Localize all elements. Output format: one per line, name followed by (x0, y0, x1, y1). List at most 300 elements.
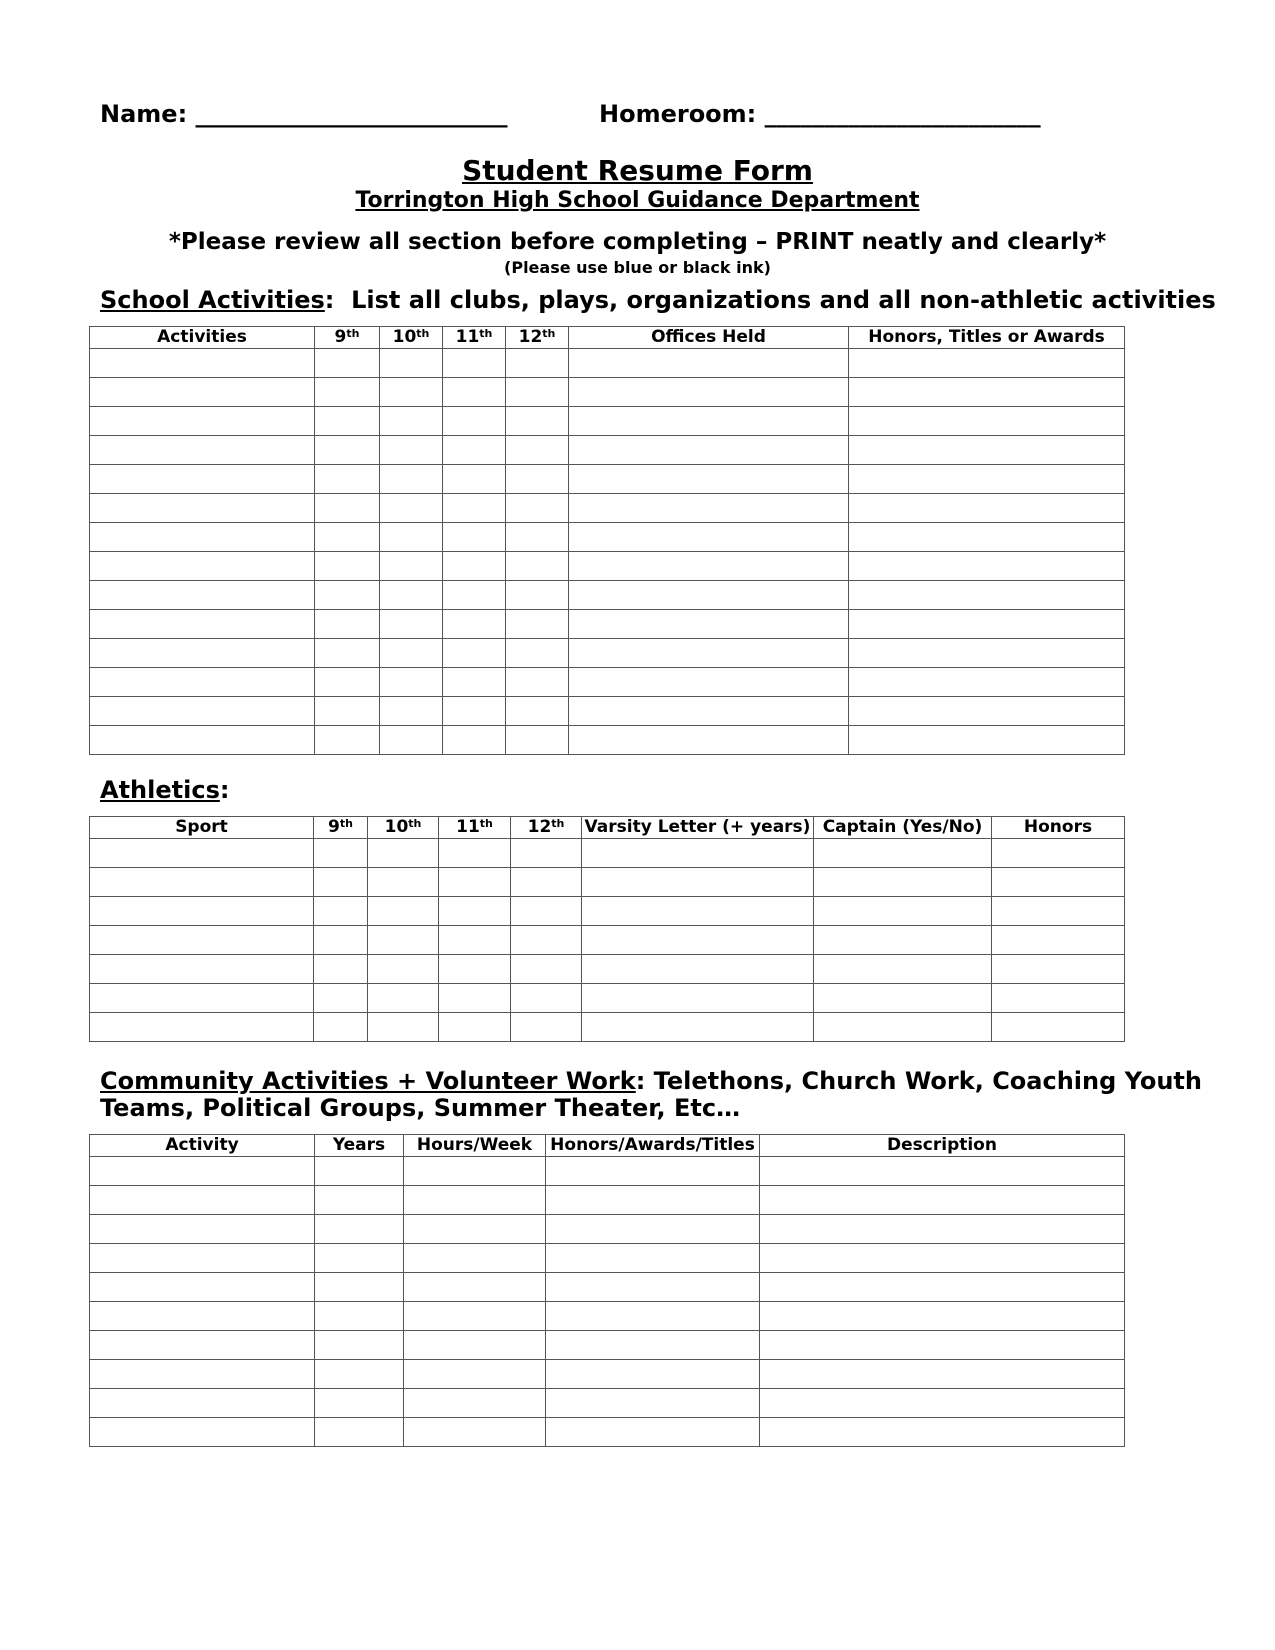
entry-cell[interactable] (760, 1244, 1125, 1273)
entry-cell[interactable] (404, 1273, 546, 1302)
column-header-label: Varsity Letter (+ years) (584, 817, 811, 837)
entry-cell[interactable] (511, 955, 582, 984)
entry-cell[interactable] (569, 726, 849, 755)
table-row (90, 1215, 1125, 1244)
entry-cell[interactable] (90, 926, 314, 955)
entry-cell[interactable] (849, 378, 1125, 407)
column-header (315, 1135, 404, 1157)
entry-cell[interactable] (814, 897, 992, 926)
column-header-label: Description (887, 1135, 997, 1155)
entry-cell[interactable] (546, 1389, 760, 1418)
entry-cell[interactable] (546, 1302, 760, 1331)
entry-cell[interactable] (546, 1186, 760, 1215)
entry-cell[interactable] (506, 639, 569, 668)
table-row (90, 494, 1125, 523)
entry-cell[interactable] (849, 726, 1125, 755)
entry-cell[interactable] (814, 1013, 992, 1042)
column-header (439, 817, 511, 839)
entry-cell[interactable] (90, 839, 314, 868)
entry-cell[interactable] (315, 436, 380, 465)
entry-cell[interactable] (443, 407, 506, 436)
entry-cell[interactable] (404, 1331, 546, 1360)
table-row (90, 1013, 1125, 1042)
entry-cell[interactable] (582, 868, 814, 897)
homeroom-field[interactable]: Homeroom: _______________________ (599, 100, 1041, 128)
column-header-label: Honors, Titles or Awards (868, 327, 1105, 347)
column-header-label: 10 (384, 817, 409, 837)
entry-cell[interactable] (814, 984, 992, 1013)
entry-cell[interactable] (439, 868, 511, 897)
entry-cell[interactable] (814, 868, 992, 897)
entry-cell[interactable] (90, 1418, 315, 1447)
table-row (90, 697, 1125, 726)
entry-cell[interactable] (90, 407, 315, 436)
entry-cell[interactable] (443, 639, 506, 668)
entry-cell[interactable] (90, 1244, 315, 1273)
school-activities-description: : List all clubs, plays, organizations and all non-athletic activities (324, 286, 1216, 314)
entry-cell[interactable] (849, 349, 1125, 378)
column-header-label: Activity (165, 1135, 239, 1155)
entry-cell[interactable] (380, 436, 443, 465)
entry-cell[interactable] (315, 639, 380, 668)
entry-cell[interactable] (90, 1157, 315, 1186)
entry-cell[interactable] (380, 494, 443, 523)
entry-cell[interactable] (90, 697, 315, 726)
table-row (90, 610, 1125, 639)
entry-cell[interactable] (315, 697, 380, 726)
entry-cell[interactable] (314, 897, 368, 926)
entry-cell[interactable] (380, 552, 443, 581)
entry-cell[interactable] (506, 436, 569, 465)
table-row (90, 523, 1125, 552)
entry-cell[interactable] (314, 839, 368, 868)
entry-cell[interactable] (569, 697, 849, 726)
column-header-label: Honors (1023, 817, 1093, 837)
entry-cell[interactable] (315, 465, 380, 494)
entry-cell[interactable] (315, 726, 380, 755)
column-header (511, 817, 582, 839)
entry-cell[interactable] (849, 436, 1125, 465)
entry-cell[interactable] (443, 349, 506, 378)
athletics-title: Athletics (100, 776, 220, 804)
community-table (89, 1134, 1125, 1447)
column-header (380, 327, 443, 349)
table-row (90, 1418, 1125, 1447)
entry-cell[interactable] (380, 639, 443, 668)
entry-cell[interactable] (315, 1215, 404, 1244)
table-row (90, 465, 1125, 494)
entry-cell[interactable] (90, 581, 315, 610)
column-header (314, 817, 368, 839)
entry-cell[interactable] (569, 407, 849, 436)
table-row (90, 1273, 1125, 1302)
entry-cell[interactable] (760, 1331, 1125, 1360)
entry-cell[interactable] (90, 465, 315, 494)
column-header (90, 327, 315, 349)
entry-cell[interactable] (582, 984, 814, 1013)
entry-cell[interactable] (315, 668, 380, 697)
entry-cell[interactable] (380, 610, 443, 639)
entry-cell[interactable] (546, 1215, 760, 1244)
column-header (315, 327, 380, 349)
entry-cell[interactable] (506, 726, 569, 755)
entry-cell[interactable] (849, 581, 1125, 610)
entry-cell[interactable] (511, 839, 582, 868)
entry-cell[interactable] (992, 955, 1125, 984)
entry-cell[interactable] (814, 955, 992, 984)
entry-cell[interactable] (569, 581, 849, 610)
ordinal-suffix: th (542, 327, 556, 340)
entry-cell[interactable] (582, 955, 814, 984)
entry-cell[interactable] (849, 610, 1125, 639)
instruction-text: *Please review all section before completing – PRINT neatly and clearly* (168, 229, 1107, 255)
entry-cell[interactable] (404, 1418, 546, 1447)
entry-cell[interactable] (760, 1418, 1125, 1447)
entry-cell[interactable] (314, 955, 368, 984)
entry-cell[interactable] (90, 868, 314, 897)
table-row (90, 407, 1125, 436)
entry-cell[interactable] (992, 926, 1125, 955)
table-row (90, 868, 1125, 897)
entry-cell[interactable] (511, 868, 582, 897)
entry-cell[interactable] (849, 465, 1125, 494)
column-header (90, 817, 314, 839)
table-row (90, 1186, 1125, 1215)
entry-cell[interactable] (90, 1186, 315, 1215)
entry-cell[interactable] (439, 955, 511, 984)
entry-cell[interactable] (90, 610, 315, 639)
entry-cell[interactable] (315, 1157, 404, 1186)
entry-cell[interactable] (506, 552, 569, 581)
entry-cell[interactable] (90, 552, 315, 581)
entry-cell[interactable] (315, 1244, 404, 1273)
entry-cell[interactable] (404, 1157, 546, 1186)
column-header-label: 11 (455, 327, 480, 347)
table-row (90, 1360, 1125, 1389)
column-header-label: 12 (527, 817, 552, 837)
entry-cell[interactable] (315, 378, 380, 407)
entry-cell[interactable] (315, 610, 380, 639)
entry-cell[interactable] (760, 1273, 1125, 1302)
entry-cell[interactable] (368, 1013, 439, 1042)
entry-cell[interactable] (569, 552, 849, 581)
entry-cell[interactable] (992, 868, 1125, 897)
column-header-label: Years (332, 1135, 386, 1155)
column-header-label: 12 (518, 327, 543, 347)
entry-cell[interactable] (511, 1013, 582, 1042)
ordinal-suffix: th (479, 327, 493, 340)
entry-cell[interactable] (443, 697, 506, 726)
entry-cell[interactable] (582, 926, 814, 955)
entry-cell[interactable] (760, 1360, 1125, 1389)
table-row (90, 897, 1125, 926)
entry-cell[interactable] (849, 523, 1125, 552)
entry-cell[interactable] (380, 465, 443, 494)
column-header-label: 9 (334, 327, 347, 347)
entry-cell[interactable] (439, 926, 511, 955)
school-activities-heading (100, 286, 1216, 314)
entry-cell[interactable] (315, 407, 380, 436)
entry-cell[interactable] (511, 984, 582, 1013)
column-header (849, 327, 1125, 349)
entry-cell[interactable] (404, 1215, 546, 1244)
entry-cell[interactable] (380, 378, 443, 407)
entry-cell[interactable] (90, 668, 315, 697)
entry-cell[interactable] (380, 668, 443, 697)
entry-cell[interactable] (506, 668, 569, 697)
entry-cell[interactable] (404, 1360, 546, 1389)
entry-cell[interactable] (506, 378, 569, 407)
entry-cell[interactable] (380, 697, 443, 726)
entry-cell[interactable] (569, 610, 849, 639)
column-header-label: Offices Held (651, 327, 766, 347)
entry-cell[interactable] (90, 726, 315, 755)
column-header (569, 327, 849, 349)
entry-cell[interactable] (315, 552, 380, 581)
entry-cell[interactable] (506, 610, 569, 639)
entry-cell[interactable] (443, 581, 506, 610)
entry-cell[interactable] (506, 407, 569, 436)
athletics-header-row (90, 817, 1125, 839)
entry-cell[interactable] (760, 1186, 1125, 1215)
entry-cell[interactable] (849, 552, 1125, 581)
entry-cell[interactable] (546, 1331, 760, 1360)
entry-cell[interactable] (90, 955, 314, 984)
community-title: Community Activities + Volunteer Work (100, 1067, 636, 1095)
column-header (814, 817, 992, 839)
column-header-label: Activities (157, 327, 247, 347)
entry-cell[interactable] (90, 639, 315, 668)
entry-cell[interactable] (315, 1186, 404, 1215)
entry-cell[interactable] (760, 1215, 1125, 1244)
entry-cell[interactable] (569, 378, 849, 407)
table-row (90, 1302, 1125, 1331)
entry-cell[interactable] (443, 378, 506, 407)
entry-cell[interactable] (315, 494, 380, 523)
entry-cell[interactable] (314, 926, 368, 955)
table-row (90, 1244, 1125, 1273)
entry-cell[interactable] (849, 668, 1125, 697)
column-header (404, 1135, 546, 1157)
entry-cell[interactable] (443, 523, 506, 552)
table-row (90, 726, 1125, 755)
entry-cell[interactable] (90, 1331, 315, 1360)
column-header-label: 9 (328, 817, 340, 837)
column-header-label: Sport (175, 817, 228, 837)
entry-cell[interactable] (506, 697, 569, 726)
table-row (90, 668, 1125, 697)
entry-cell[interactable] (569, 668, 849, 697)
column-header (368, 817, 439, 839)
entry-cell[interactable] (90, 1013, 314, 1042)
column-header-label: Honors/Awards/Titles (550, 1135, 755, 1155)
entry-cell[interactable] (90, 1360, 315, 1389)
entry-cell[interactable] (569, 349, 849, 378)
entry-cell[interactable] (992, 1013, 1125, 1042)
entry-cell[interactable] (404, 1186, 546, 1215)
entry-cell[interactable] (439, 839, 511, 868)
entry-cell[interactable] (404, 1389, 546, 1418)
entry-cell[interactable] (546, 1157, 760, 1186)
entry-cell[interactable] (315, 581, 380, 610)
ordinal-suffix: th (346, 327, 360, 340)
entry-cell[interactable] (506, 494, 569, 523)
entry-cell[interactable] (582, 839, 814, 868)
entry-cell[interactable] (368, 955, 439, 984)
form-subtitle: Torrington High School Guidance Department (355, 188, 920, 213)
table-row (90, 639, 1125, 668)
entry-cell[interactable] (90, 378, 315, 407)
entry-cell[interactable] (511, 897, 582, 926)
table-row (90, 1157, 1125, 1186)
entry-cell[interactable] (314, 868, 368, 897)
entry-cell[interactable] (380, 407, 443, 436)
entry-cell[interactable] (443, 552, 506, 581)
table-row (90, 581, 1125, 610)
table-row (90, 984, 1125, 1013)
column-header (90, 1135, 315, 1157)
entry-cell[interactable] (380, 349, 443, 378)
entry-cell[interactable] (443, 465, 506, 494)
entry-cell[interactable] (439, 984, 511, 1013)
entry-cell[interactable] (314, 984, 368, 1013)
column-header-label: 11 (456, 817, 480, 837)
entry-cell[interactable] (849, 697, 1125, 726)
entry-cell[interactable] (368, 984, 439, 1013)
entry-cell[interactable] (849, 494, 1125, 523)
entry-cell[interactable] (511, 926, 582, 955)
ordinal-suffix: th (408, 817, 422, 830)
table-row (90, 1389, 1125, 1418)
entry-cell[interactable] (443, 610, 506, 639)
entry-cell[interactable] (90, 984, 314, 1013)
entry-cell[interactable] (992, 839, 1125, 868)
entry-cell[interactable] (90, 349, 315, 378)
table-row (90, 552, 1125, 581)
entry-cell[interactable] (546, 1360, 760, 1389)
entry-cell[interactable] (443, 494, 506, 523)
ordinal-suffix: th (339, 817, 353, 830)
entry-cell[interactable] (368, 897, 439, 926)
ordinal-suffix: th (551, 817, 565, 830)
entry-cell[interactable] (368, 926, 439, 955)
column-header (992, 817, 1125, 839)
community-description: : Telethons, Church Work, Coaching Youth (635, 1067, 1202, 1095)
entry-cell[interactable] (760, 1389, 1125, 1418)
entry-cell[interactable] (506, 523, 569, 552)
community-header-row (90, 1135, 1125, 1157)
table-row (90, 1331, 1125, 1360)
entry-cell[interactable] (439, 1013, 511, 1042)
column-header-label: Captain (Yes/No) (822, 817, 983, 837)
entry-cell[interactable] (582, 897, 814, 926)
entry-cell[interactable] (90, 1273, 315, 1302)
entry-cell[interactable] (569, 465, 849, 494)
entry-cell[interactable] (439, 897, 511, 926)
school-activities-table (89, 326, 1125, 755)
entry-cell[interactable] (569, 436, 849, 465)
entry-cell[interactable] (380, 581, 443, 610)
entry-cell[interactable] (992, 984, 1125, 1013)
entry-cell[interactable] (546, 1244, 760, 1273)
entry-cell[interactable] (814, 926, 992, 955)
entry-cell[interactable] (315, 1273, 404, 1302)
entry-cell[interactable] (380, 726, 443, 755)
entry-cell[interactable] (380, 523, 443, 552)
entry-cell[interactable] (90, 494, 315, 523)
entry-cell[interactable] (368, 839, 439, 868)
entry-cell[interactable] (404, 1244, 546, 1273)
table-row (90, 378, 1125, 407)
entry-cell[interactable] (90, 1302, 315, 1331)
entry-cell[interactable] (546, 1273, 760, 1302)
entry-cell[interactable] (315, 349, 380, 378)
column-header (546, 1135, 760, 1157)
entry-cell[interactable] (546, 1418, 760, 1447)
community-heading (100, 1067, 1202, 1095)
table-row (90, 436, 1125, 465)
entry-cell[interactable] (569, 494, 849, 523)
entry-cell[interactable] (582, 1013, 814, 1042)
entry-cell[interactable] (443, 668, 506, 697)
entry-cell[interactable] (314, 1013, 368, 1042)
athletics-description: : (219, 776, 230, 804)
table-row (90, 349, 1125, 378)
column-header (506, 327, 569, 349)
entry-cell[interactable] (569, 523, 849, 552)
entry-cell[interactable] (506, 465, 569, 494)
entry-cell[interactable] (760, 1302, 1125, 1331)
entry-cell[interactable] (569, 639, 849, 668)
entry-cell[interactable] (760, 1157, 1125, 1186)
column-header (443, 327, 506, 349)
entry-cell[interactable] (90, 1389, 315, 1418)
entry-cell[interactable] (315, 1360, 404, 1389)
school-activities-header-row (90, 327, 1125, 349)
name-field[interactable]: Name: __________________________ (100, 100, 508, 128)
entry-cell[interactable] (992, 897, 1125, 926)
entry-cell[interactable] (315, 1418, 404, 1447)
entry-cell[interactable] (849, 407, 1125, 436)
entry-cell[interactable] (315, 523, 380, 552)
entry-cell[interactable] (814, 839, 992, 868)
table-row (90, 955, 1125, 984)
entry-cell[interactable] (368, 868, 439, 897)
table-row (90, 926, 1125, 955)
form-title: Student Resume Form (462, 154, 813, 187)
entry-cell[interactable] (506, 349, 569, 378)
entry-cell[interactable] (849, 639, 1125, 668)
ink-note: (Please use blue or black ink) (504, 258, 771, 277)
entry-cell[interactable] (315, 1331, 404, 1360)
entry-cell[interactable] (90, 523, 315, 552)
entry-cell[interactable] (90, 436, 315, 465)
entry-cell[interactable] (443, 436, 506, 465)
ordinal-suffix: th (479, 817, 493, 830)
column-header-label: Hours/Week (416, 1135, 533, 1155)
column-header-label: 10 (392, 327, 417, 347)
table-row (90, 839, 1125, 868)
entry-cell[interactable] (90, 1215, 315, 1244)
entry-cell[interactable] (315, 1302, 404, 1331)
entry-cell[interactable] (90, 897, 314, 926)
entry-cell[interactable] (315, 1389, 404, 1418)
entry-cell[interactable] (506, 581, 569, 610)
ordinal-suffix: th (416, 327, 430, 340)
entry-cell[interactable] (404, 1302, 546, 1331)
entry-cell[interactable] (443, 726, 506, 755)
school-activities-title: School Activities (100, 286, 325, 314)
